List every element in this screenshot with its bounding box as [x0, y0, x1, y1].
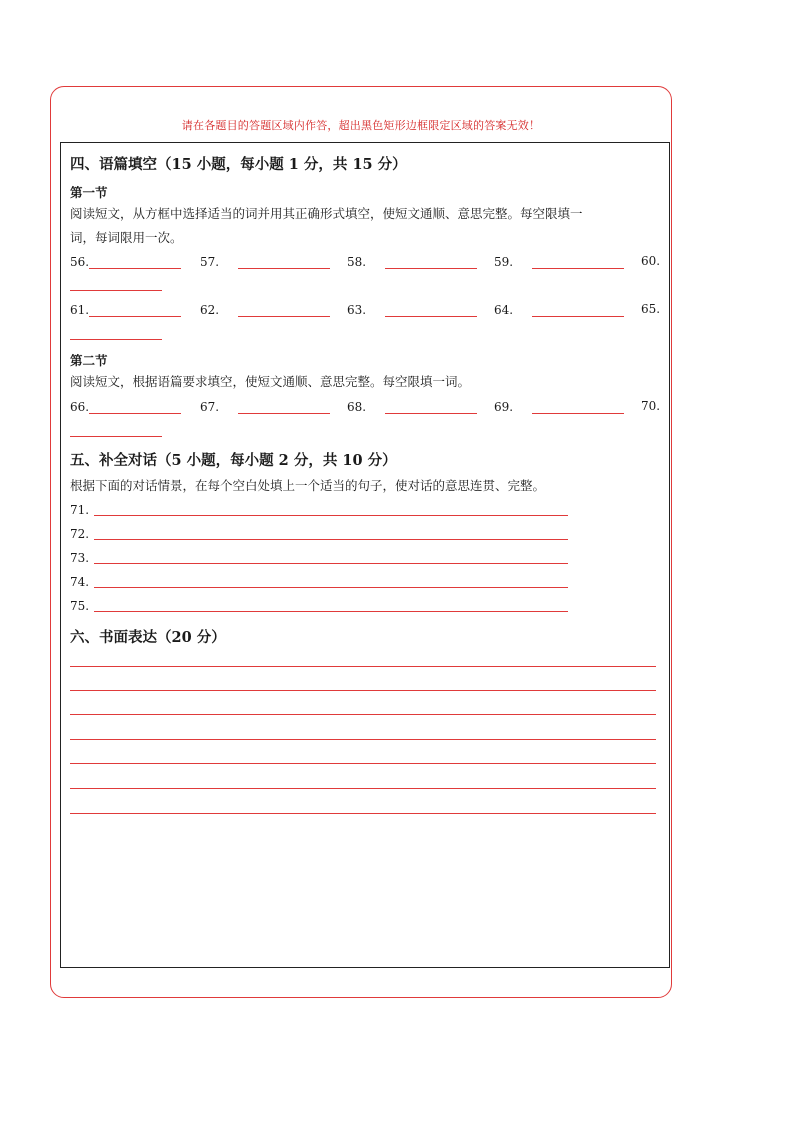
blank-68[interactable]: 68.	[347, 399, 477, 414]
blank-row-56-60	[70, 254, 660, 274]
section4-part2-title: 第二节	[70, 353, 108, 368]
dialogue-blank-74[interactable]: 74.	[70, 575, 89, 591]
section5-title: 五、补全对话（5 小题，每小题 2 分，共 10 分）	[70, 452, 397, 469]
writing-line[interactable]	[70, 739, 656, 740]
blank-62[interactable]: 62.	[200, 302, 330, 317]
blank-61[interactable]: 61.	[70, 302, 181, 317]
blank-70-label: 70.	[641, 399, 661, 413]
writing-line[interactable]	[70, 690, 656, 691]
section4-part1-instruction-line1: 阅读短文，从方框中选择适当的词并用其正确形式填空，使短文通顺、意思完整。每空限填一	[70, 206, 583, 221]
blank-70-line[interactable]	[70, 436, 162, 437]
answer-area-warning: 请在各题目的答题区域内作答，超出黑色矩形边框限定区域的答案无效！	[181, 119, 541, 132]
blank-66[interactable]: 66.	[70, 399, 181, 414]
writing-line[interactable]	[70, 763, 656, 764]
blank-63[interactable]: 63.	[347, 302, 477, 317]
blank-57[interactable]: 57.	[200, 254, 330, 269]
dialogue-blank-75[interactable]: 75.	[70, 599, 89, 615]
blank-60-label: 60.	[641, 254, 661, 268]
dialogue-blank-72[interactable]: 72.	[70, 527, 89, 543]
blank-69[interactable]: 69.	[494, 399, 624, 414]
section5-instruction: 根据下面的对话情景，在每个空白处填上一个适当的句子，使对话的意思连贯、完整。	[70, 478, 546, 493]
blank-row-61-65	[70, 302, 660, 322]
blank-59[interactable]: 59.	[494, 254, 624, 269]
blank-64[interactable]: 64.	[494, 302, 624, 317]
blank-58[interactable]: 58.	[347, 254, 477, 269]
section4-part1-title: 第一节	[70, 185, 108, 200]
section4-title: 四、语篇填空（15 小题，每小题 1 分，共 15 分）	[70, 156, 407, 173]
writing-line[interactable]	[70, 666, 656, 667]
dialogue-blank-73[interactable]: 73.	[70, 551, 89, 567]
section6-title: 六、书面表达（20 分）	[70, 629, 226, 646]
blank-65-line[interactable]	[70, 339, 162, 340]
writing-line[interactable]	[70, 788, 656, 789]
blank-56[interactable]: 56.	[70, 254, 181, 269]
writing-line[interactable]	[70, 813, 656, 814]
blank-row-66-70	[70, 399, 660, 419]
blank-65-label: 65.	[641, 302, 661, 316]
blank-60-line[interactable]	[70, 290, 162, 291]
blank-67[interactable]: 67.	[200, 399, 330, 414]
writing-line[interactable]	[70, 714, 656, 715]
dialogue-blank-71[interactable]: 71.	[70, 503, 89, 519]
section4-part2-instruction: 阅读短文，根据语篇要求填空，使短文通顺、意思完整。每空限填一词。	[70, 374, 471, 389]
section4-part1-instruction-line2: 词，每词限用一次。	[70, 230, 183, 245]
